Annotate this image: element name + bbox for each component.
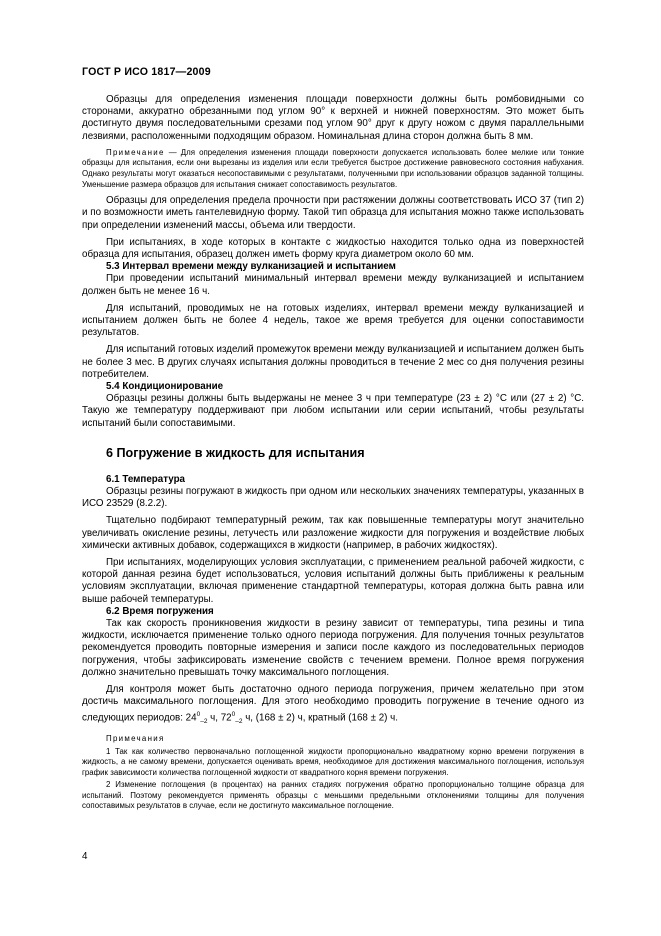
paragraph-text: ч, 72 — [207, 711, 232, 723]
paragraph: Образцы резины погружают в жидкость при одном или нескольких значениях температуры, указанных в ИСО 23529 (8.2.2). — [82, 486, 584, 510]
section-heading-5-3: 5.3 Интервал времени между вулканизацией и испытанием — [106, 261, 396, 273]
note — [82, 148, 584, 190]
page-content — [82, 94, 584, 814]
paragraph: Для испытаний готовых изделий промежуток времени между вулканизацией и испытанием должен быть не более 3 мес. В других случаях испытания должны проводиться в течение 2 мес со дня получения резины потребителем. — [82, 344, 584, 380]
tolerance-upper: 0 — [231, 710, 236, 718]
notes-title: Примечания — [106, 733, 165, 743]
tolerance-upper: 0 — [196, 710, 201, 718]
paragraph: Для испытаний, проводимых не на готовых изделиях, интервал времени между вулканизацией и испытанием должен быть не более 4 недель, такое же время требуется для оценки сопоставимости результатов. — [82, 302, 584, 339]
section-heading-6-1: 6.1 Температура — [106, 473, 185, 485]
section-heading-6: 6 Погружение в жидкость для испытания — [106, 445, 365, 460]
paragraph: Так как скорость проникновения жидкости в резину зависит от температуры, типа резины и типа жидкости, исключается применение только одного периода погружения. Для получения точных результатов рекомендуется проводить повторные измерения и записи после каждого из последовательных периодов погружения, чтобы зафиксировать изменение свойств с течением времени. Полное время погружения должно значительно превышать точку максимального поглощения. — [82, 618, 584, 678]
note-item: 2 Изменение поглощения (в процентах) на ранних стадиях погружения обратно пропорционально толщине образца для испытаний. Поэтому рекомендуется применять образцы с меньшими предельными отклонениями толщины для получения сопоставимых результатов в случае, если не достигнуто максимальное поглощение. — [82, 780, 584, 811]
paragraph: Образцы для определения предела прочности при растяжении должны соответствовать ИСО 37 (тип 2) и по возможности иметь гантелевидную форму. Такой тип образца для испытания можно также использовать при определении изменений массы, объема или твердости. — [82, 195, 584, 231]
paragraph: При проведении испытаний минимальный интервал времени между вулканизацией и испытанием должен быть не менее 16 ч. — [82, 273, 584, 297]
paragraph-text: ч, (168 ± 2) ч, кратный (168 ± 2) ч. — [242, 711, 398, 723]
page-number: 4 — [82, 851, 88, 862]
section-heading-6-2: 6.2 Время погружения — [106, 605, 214, 617]
paragraph: При испытаниях, моделирующих условия эксплуатации, с применением реальной рабочей жидкости, с которой данная резина будет использоваться, условия испытаний должны быть приближены к реальным условиям эксплуатации, включая применение стандартной температуры, которая должна быть равна или выше рабочей температуры. — [82, 557, 584, 605]
paragraph: Образцы для определения изменения площади поверхности должны быть ромбовидными со сторонами, аккуратно обрезанными под углом 90° к верхней и нижней поверхностям. Это может быть достигнуто двумя последовательными срезами под углом 90° друг к другу ножом с двумя параллельными лезвиями, расположенными подходящим образом. Номинальная длина сторон должна быть 8 мм. — [82, 94, 584, 142]
paragraph: При испытаниях, в ходе которых в контакте с жидкостью находится только одна из поверхностей образца для испытания, образец должен иметь форму круга диаметром около 60 мм. — [82, 236, 584, 260]
document-header: ГОСТ Р ИСО 1817—2009 — [82, 66, 211, 78]
section-heading-5-4: 5.4 Кондиционирование — [106, 381, 224, 393]
note-text: — Для определения изменения площади поверхности допускается использовать более мелкие или тонкие образцы для испытания, если они вырезаны из изделия или если требуется быстрое достижение равновесного состояния набухания. Однако результаты могут оказаться несопоставимыми с результатами, полученными при использовании образцов заданной толщины. Уменьшение размера образцов для испытания снижает сопоставимость результатов. — [82, 147, 584, 189]
paragraph: Тщательно подбирают температурный режим, так как повышенные температуры могут значительно увеличивать окисление резины, летучесть или разложение жидкости для погружения и воздействие любых химически активных добавок, содержащихся в жидкости (например, в рабочих жидкостях). — [82, 515, 584, 551]
paragraph: Образцы резины должны быть выдержаны не менее 3 ч при температуре (23 ± 2) °С или (27 ± 2) °С. Такую же температуру поддерживают при любом испытании или серии испытаний, чтобы результаты испытаний были сопоставимыми. — [82, 393, 584, 429]
note-lead: Примечание — [106, 147, 165, 157]
tolerance-lower: –2 — [200, 717, 208, 725]
tolerance-lower: –2 — [235, 717, 243, 725]
paragraph — [82, 684, 584, 728]
paragraph-text: Для контроля может быть достаточно одного периода погружения, причем желательно при этом достичь максимального поглощения. Для этого необходимо проводить погружение в течение одного из следующих периодов: 24 — [82, 684, 584, 723]
note-item: 1 Так как количество первоначально поглощенной жидкости пропорционально квадратному корню времени погружения в жидкость, а не самому времени, допускается оценивать время, необходимое для достижения максимального поглощения, используя график зависимости количества поглощенной жидкости от квадратного корня времени погружения. — [82, 746, 584, 777]
